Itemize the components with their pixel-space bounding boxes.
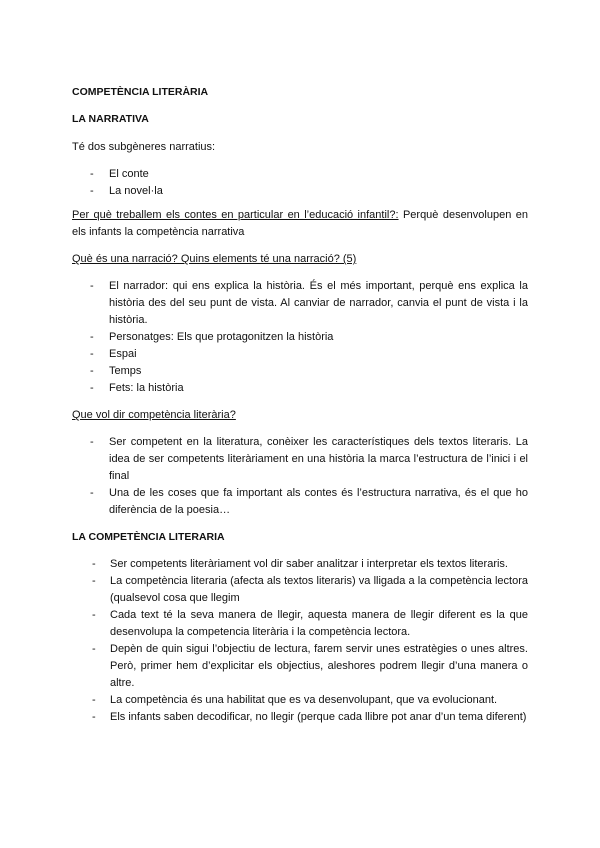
answer-why-stories: Perquè desenvolupen en els infants la competència narrativa — [72, 209, 528, 238]
list-item: - La competència és una habilitat que es va desenvolupant, que va evolucionant. — [92, 694, 498, 706]
document-body — [72, 84, 528, 726]
subgenres-intro: Té dos subgèneres narratius: — [72, 141, 216, 153]
list-item: - Fets: la història — [90, 382, 184, 394]
heading-la-narrativa: LA NARRATIVA — [72, 113, 149, 125]
list-item: - Espai — [90, 348, 137, 360]
question-why-stories: Per què treballem els contes en particular en l’educació infantil?: — [72, 209, 399, 221]
document-title: COMPETÈNCIA LITERÀRIA — [72, 86, 209, 98]
question-what-is-narration: Què és una narració? Quins elements té una narració? (5) — [72, 253, 357, 265]
list-item: - Depèn de quin sigui l’objectiu de lectura, farem servir unes estratègies o unes altres. Però, primer hem d’explicitar els objectius, aleshores podrem llegir d’una manera o altre. — [92, 643, 528, 689]
subgenres-list — [72, 166, 528, 200]
list-item: - Ser competent en la literatura, conèixer les característiques dels textos literaris. La idea de ser competents literàriament en una història la marca l’estructura de l’inici i el final — [90, 436, 528, 482]
list-item: - Personatges: Els que protagonitzen la història — [90, 331, 334, 343]
list-item: - Cada text té la seva manera de llegir, aquesta manera de llegir diferent es la que desenvolupa la competencia literària i la competència lectora. — [92, 609, 528, 638]
list-item: - La competència literaria (afecta als textos literaris) va lligada a la competència lectora (qualsevol cosa que llegim — [92, 575, 528, 604]
list-item: - Una de les coses que fa important als contes és l’estructura narrativa, és el que ho diferència de la poesia… — [90, 487, 528, 516]
paragraph-why-stories — [72, 207, 528, 241]
list-item: - El conte — [90, 168, 149, 180]
question-literary-competence: Que vol dir competència literària? — [72, 409, 236, 421]
list-item: - Els infants saben decodificar, no llegir (perque cada llibre pot anar d’un tema diferent) — [92, 711, 527, 723]
list-item: - La novel·la — [90, 185, 163, 197]
literary-competence-meaning-list — [72, 434, 528, 519]
list-item: - Temps — [90, 365, 142, 377]
competence-items-list — [72, 556, 528, 726]
narration-elements-list — [72, 278, 528, 397]
heading-la-competencia-literaria: LA COMPETÈNCIA LITERARIA — [72, 531, 225, 543]
list-item: - El narrador: qui ens explica la història. És el més important, perquè ens explica la història des del seu punt de vista. Al canviar de narrador, canvia el punt de vista i la història. — [90, 280, 528, 326]
list-item: - Ser competents literàriament vol dir saber analitzar i interpretar els textos literaris. — [92, 558, 508, 570]
